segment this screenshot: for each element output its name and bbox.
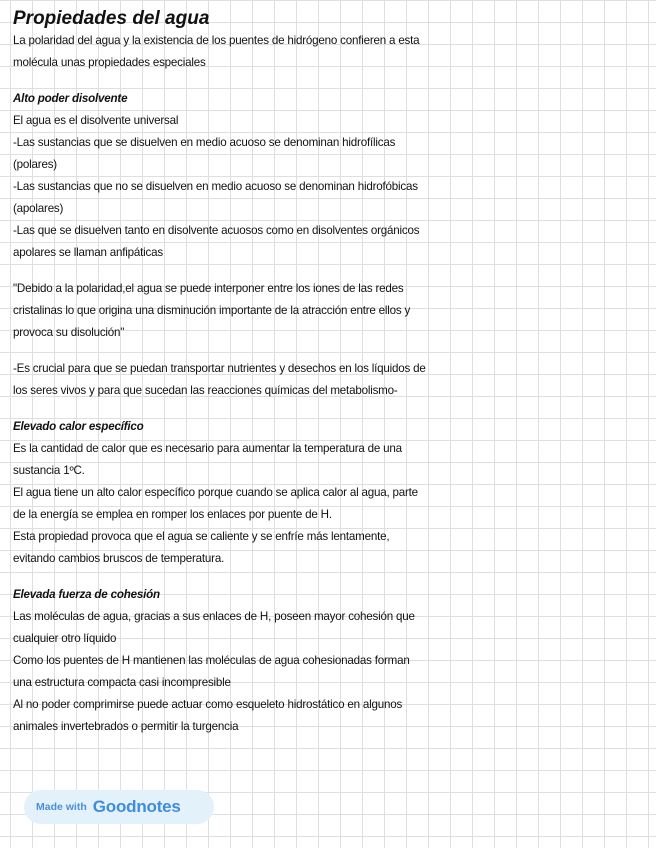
solvent-line: -Las sustancias que no se disuelven en medio acuoso se denominan hidrofóbicas xyxy=(13,180,418,193)
solvent-line: (polares) xyxy=(13,158,57,171)
solvent-line: (apolares) xyxy=(13,202,64,215)
heat-line: evitando cambios bruscos de temperatura. xyxy=(13,552,225,565)
cohesion-line: cualquier otro líquido xyxy=(13,632,117,645)
solvent-note-line: los seres vivos y para que sucedan las reacciones químicas del metabolismo- xyxy=(13,384,398,397)
section-heading-cohesion: Elevada fuerza de cohesión xyxy=(13,588,160,601)
badge-brand: Goodnotes xyxy=(92,797,181,816)
intro-line: molécula unas propiedades especiales xyxy=(13,56,206,69)
section-heading-solvent: Alto poder disolvente xyxy=(13,92,128,105)
spacer xyxy=(13,264,653,278)
heat-line: Es la cantidad de calor que es necesario para aumentar la temperatura de una xyxy=(13,442,402,455)
cohesion-line: animales invertebrados o permitir la turgencia xyxy=(13,720,239,733)
spacer xyxy=(13,74,653,88)
heat-line: sustancia 1ºC. xyxy=(13,464,85,477)
heat-line: Esta propiedad provoca que el agua se caliente y se enfríe más lentamente, xyxy=(13,530,390,543)
solvent-line: El agua es el disolvente universal xyxy=(13,114,179,127)
made-with-goodnotes-badge[interactable] xyxy=(24,790,214,824)
heat-line: de la energía se emplea en romper los enlaces por puente de H. xyxy=(13,508,332,521)
badge-prefix: Made with xyxy=(36,801,87,813)
cohesion-line: Al no poder comprimirse puede actuar como esqueleto hidrostático en algunos xyxy=(13,698,403,711)
spacer xyxy=(13,570,653,584)
solvent-note-line: -Es crucial para que se puedan transportar nutrientes y desechos en los líquidos de xyxy=(13,362,426,375)
spacer xyxy=(13,344,653,358)
solvent-quote-line: provoca su disolución" xyxy=(13,326,125,339)
solvent-line: -Las sustancias que se disuelven en medio acuoso se denominan hidrofílicas xyxy=(13,136,396,149)
cohesion-line: una estructura compacta casi incompresible xyxy=(13,676,231,689)
page-title: Propiedades del agua xyxy=(13,8,210,29)
cohesion-line: Como los puentes de H mantienen las moléculas de agua cohesionadas forman xyxy=(13,654,410,667)
cohesion-line: Las moléculas de agua, gracias a sus enlaces de H, poseen mayor cohesión que xyxy=(13,610,415,623)
solvent-quote-line: "Debido a la polaridad,el agua se puede interponer entre los iones de las redes xyxy=(13,282,404,295)
spacer xyxy=(13,402,653,416)
intro-line: La polaridad del agua y la existencia de los puentes de hidrógeno confieren a esta xyxy=(13,34,420,47)
heat-line: El agua tiene un alto calor específico porque cuando se aplica calor al agua, parte xyxy=(13,486,418,499)
solvent-line: apolares se llaman anfipáticas xyxy=(13,246,163,259)
section-heading-heat: Elevado calor específico xyxy=(13,420,144,433)
solvent-line: -Las que se disuelven tanto en disolvente acuosos como en disolventes orgánicos xyxy=(13,224,420,237)
solvent-quote-line: cristalinas lo que origina una disminución importante de la atracción entre ellos y xyxy=(13,304,411,317)
note-page xyxy=(13,8,653,738)
